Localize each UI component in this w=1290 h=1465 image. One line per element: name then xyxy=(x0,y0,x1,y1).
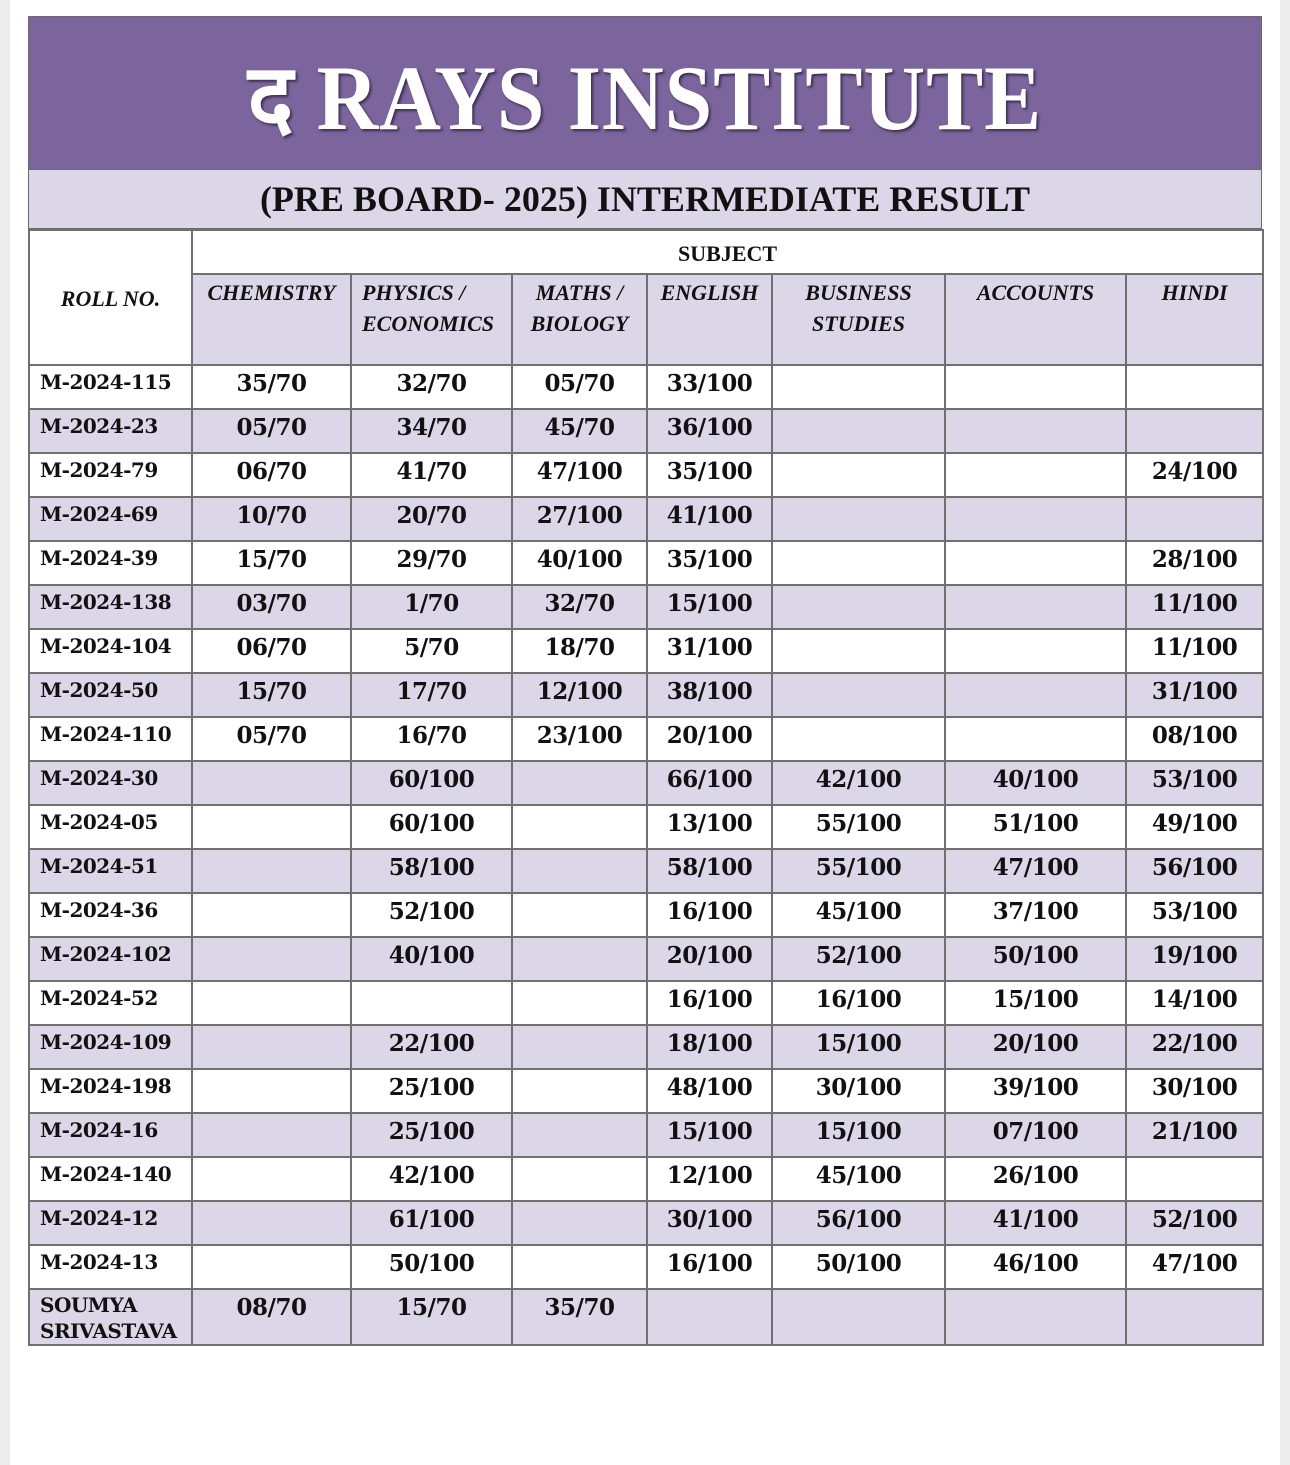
marks-cell xyxy=(192,893,351,937)
table-row xyxy=(29,365,1263,409)
column-header-chemistry: CHEMISTRY xyxy=(192,274,351,365)
marks-cell: 37/100 xyxy=(945,893,1126,937)
result-table xyxy=(28,229,1264,1346)
marks-cell: 32/70 xyxy=(512,585,647,629)
marks-cell: 45/70 xyxy=(512,409,647,453)
marks-cell xyxy=(512,1157,647,1201)
marks-cell: 27/100 xyxy=(512,497,647,541)
marks-cell: 22/100 xyxy=(1126,1025,1263,1069)
column-header-english: ENGLISH xyxy=(647,274,772,365)
marks-cell: 15/70 xyxy=(351,1289,512,1345)
marks-cell xyxy=(192,1113,351,1157)
marks-cell: 50/100 xyxy=(351,1245,512,1289)
marks-cell xyxy=(192,937,351,981)
marks-cell xyxy=(945,629,1126,673)
table-row xyxy=(29,497,1263,541)
table-row xyxy=(29,1157,1263,1201)
roll-number-cell: M-2024-69 xyxy=(29,497,192,541)
marks-cell xyxy=(192,981,351,1025)
marks-cell: 58/100 xyxy=(351,849,512,893)
table-row xyxy=(29,893,1263,937)
marks-cell: 66/100 xyxy=(647,761,772,805)
institute-title: द RAYS INSTITUTE xyxy=(247,46,1043,149)
marks-cell xyxy=(772,453,945,497)
marks-cell: 16/100 xyxy=(647,981,772,1025)
marks-cell: 19/100 xyxy=(1126,937,1263,981)
marks-cell: 52/100 xyxy=(351,893,512,937)
roll-number-cell: M-2024-79 xyxy=(29,453,192,497)
marks-cell: 05/70 xyxy=(192,717,351,761)
marks-cell: 15/70 xyxy=(192,541,351,585)
marks-cell: 50/100 xyxy=(945,937,1126,981)
marks-cell: 47/100 xyxy=(1126,1245,1263,1289)
roll-number-cell: M-2024-39 xyxy=(29,541,192,585)
marks-cell: 23/100 xyxy=(512,717,647,761)
marks-cell xyxy=(945,585,1126,629)
table-row xyxy=(29,585,1263,629)
marks-cell: 35/70 xyxy=(192,365,351,409)
marks-cell: 20/100 xyxy=(945,1025,1126,1069)
marks-cell: 05/70 xyxy=(512,365,647,409)
marks-cell xyxy=(1126,1157,1263,1201)
institute-banner xyxy=(28,16,1262,170)
table-row xyxy=(29,1113,1263,1157)
marks-cell: 18/100 xyxy=(647,1025,772,1069)
roll-number-cell: SOUMYA SRIVASTAVA xyxy=(29,1289,192,1345)
marks-cell: 11/100 xyxy=(1126,585,1263,629)
roll-number-cell: M-2024-51 xyxy=(29,849,192,893)
marks-cell: 41/70 xyxy=(351,453,512,497)
marks-cell: 35/100 xyxy=(647,453,772,497)
marks-cell xyxy=(945,1289,1126,1345)
marks-cell: 06/70 xyxy=(192,453,351,497)
roll-number-cell: M-2024-198 xyxy=(29,1069,192,1113)
result-subtitle-band xyxy=(28,170,1262,229)
marks-cell xyxy=(1126,497,1263,541)
roll-no-header: ROLL NO. xyxy=(29,230,192,365)
table-row xyxy=(29,717,1263,761)
column-header-maths-biology: MATHS / BIOLOGY xyxy=(512,274,647,365)
result-subtitle: (PRE BOARD- 2025) INTERMEDIATE RESULT xyxy=(259,179,1031,219)
marks-cell xyxy=(192,1025,351,1069)
marks-cell: 52/100 xyxy=(1126,1201,1263,1245)
marks-cell: 39/100 xyxy=(945,1069,1126,1113)
table-row xyxy=(29,629,1263,673)
marks-cell: 36/100 xyxy=(647,409,772,453)
marks-cell: 25/100 xyxy=(351,1069,512,1113)
marks-cell: 18/70 xyxy=(512,629,647,673)
marks-cell xyxy=(1126,409,1263,453)
marks-cell: 14/100 xyxy=(1126,981,1263,1025)
column-header-hindi: HINDI xyxy=(1126,274,1263,365)
marks-cell: 11/100 xyxy=(1126,629,1263,673)
marks-cell xyxy=(512,805,647,849)
marks-cell: 49/100 xyxy=(1126,805,1263,849)
marks-cell xyxy=(1126,365,1263,409)
marks-cell xyxy=(512,1025,647,1069)
table-row xyxy=(29,937,1263,981)
table-row xyxy=(29,541,1263,585)
marks-cell: 40/100 xyxy=(351,937,512,981)
marks-cell xyxy=(772,717,945,761)
table-row xyxy=(29,453,1263,497)
marks-cell: 15/100 xyxy=(647,1113,772,1157)
roll-number-cell: M-2024-115 xyxy=(29,365,192,409)
marks-cell xyxy=(945,497,1126,541)
marks-cell: 20/70 xyxy=(351,497,512,541)
marks-cell: 16/70 xyxy=(351,717,512,761)
marks-cell: 08/100 xyxy=(1126,717,1263,761)
roll-number-cell: M-2024-30 xyxy=(29,761,192,805)
marks-cell: 15/100 xyxy=(945,981,1126,1025)
marks-cell xyxy=(512,1113,647,1157)
marks-cell: 53/100 xyxy=(1126,893,1263,937)
marks-cell xyxy=(351,981,512,1025)
table-row xyxy=(29,981,1263,1025)
marks-cell: 40/100 xyxy=(945,761,1126,805)
marks-cell: 56/100 xyxy=(1126,849,1263,893)
marks-cell: 12/100 xyxy=(647,1157,772,1201)
marks-cell xyxy=(512,761,647,805)
marks-cell: 06/70 xyxy=(192,629,351,673)
marks-cell: 16/100 xyxy=(647,1245,772,1289)
marks-cell: 25/100 xyxy=(351,1113,512,1157)
marks-cell: 53/100 xyxy=(1126,761,1263,805)
marks-cell: 42/100 xyxy=(351,1157,512,1201)
table-row xyxy=(29,1069,1263,1113)
marks-cell: 24/100 xyxy=(1126,453,1263,497)
roll-number-cell: M-2024-110 xyxy=(29,717,192,761)
marks-cell: 03/70 xyxy=(192,585,351,629)
marks-cell: 34/70 xyxy=(351,409,512,453)
marks-cell: 5/70 xyxy=(351,629,512,673)
marks-cell: 55/100 xyxy=(772,805,945,849)
marks-cell: 13/100 xyxy=(647,805,772,849)
marks-cell xyxy=(512,1201,647,1245)
marks-cell: 41/100 xyxy=(647,497,772,541)
marks-cell: 15/70 xyxy=(192,673,351,717)
marks-cell xyxy=(192,1201,351,1245)
marks-cell xyxy=(772,1289,945,1345)
marks-cell: 48/100 xyxy=(647,1069,772,1113)
roll-number-cell: M-2024-102 xyxy=(29,937,192,981)
marks-cell: 28/100 xyxy=(1126,541,1263,585)
marks-cell: 61/100 xyxy=(351,1201,512,1245)
marks-cell: 46/100 xyxy=(945,1245,1126,1289)
marks-cell: 38/100 xyxy=(647,673,772,717)
marks-cell xyxy=(945,541,1126,585)
marks-cell: 35/70 xyxy=(512,1289,647,1345)
marks-cell: 16/100 xyxy=(772,981,945,1025)
roll-number-cell: M-2024-23 xyxy=(29,409,192,453)
roll-number-cell: M-2024-140 xyxy=(29,1157,192,1201)
marks-cell: 15/100 xyxy=(772,1025,945,1069)
roll-number-cell: M-2024-12 xyxy=(29,1201,192,1245)
marks-cell xyxy=(192,1157,351,1201)
marks-cell: 35/100 xyxy=(647,541,772,585)
marks-cell xyxy=(647,1289,772,1345)
marks-cell xyxy=(192,1069,351,1113)
roll-number-cell: M-2024-52 xyxy=(29,981,192,1025)
roll-number-cell: M-2024-50 xyxy=(29,673,192,717)
marks-cell xyxy=(772,497,945,541)
marks-cell: 56/100 xyxy=(772,1201,945,1245)
marks-cell xyxy=(945,453,1126,497)
table-row xyxy=(29,761,1263,805)
marks-cell xyxy=(772,541,945,585)
marks-cell xyxy=(192,1245,351,1289)
marks-cell: 05/70 xyxy=(192,409,351,453)
marks-cell: 26/100 xyxy=(945,1157,1126,1201)
marks-cell xyxy=(192,761,351,805)
roll-number-cell: M-2024-109 xyxy=(29,1025,192,1069)
marks-cell: 21/100 xyxy=(1126,1113,1263,1157)
marks-cell: 47/100 xyxy=(512,453,647,497)
marks-cell xyxy=(512,1245,647,1289)
marks-cell: 12/100 xyxy=(512,673,647,717)
table-row xyxy=(29,805,1263,849)
marks-cell xyxy=(772,673,945,717)
marks-cell: 51/100 xyxy=(945,805,1126,849)
marks-cell: 41/100 xyxy=(945,1201,1126,1245)
marks-cell: 31/100 xyxy=(1126,673,1263,717)
marks-cell xyxy=(192,849,351,893)
marks-cell xyxy=(512,981,647,1025)
column-header-business-studies: BUSINESS STUDIES xyxy=(772,274,945,365)
page-edge-right xyxy=(1280,0,1290,1465)
column-header-physics-economics: PHYSICS / ECONOMICS xyxy=(351,274,512,365)
column-header-accounts: ACCOUNTS xyxy=(945,274,1126,365)
table-row xyxy=(29,1025,1263,1069)
marks-cell: 45/100 xyxy=(772,1157,945,1201)
marks-cell: 33/100 xyxy=(647,365,772,409)
marks-cell: 17/70 xyxy=(351,673,512,717)
marks-cell: 20/100 xyxy=(647,717,772,761)
marks-cell: 07/100 xyxy=(945,1113,1126,1157)
marks-cell xyxy=(1126,1289,1263,1345)
marks-cell xyxy=(945,717,1126,761)
subject-header: SUBJECT xyxy=(192,230,1263,274)
marks-cell xyxy=(512,1069,647,1113)
roll-number-cell: M-2024-05 xyxy=(29,805,192,849)
page-edge-left xyxy=(0,0,10,1465)
roll-number-cell: M-2024-138 xyxy=(29,585,192,629)
marks-cell: 45/100 xyxy=(772,893,945,937)
marks-cell: 55/100 xyxy=(772,849,945,893)
marks-cell: 60/100 xyxy=(351,761,512,805)
marks-cell: 22/100 xyxy=(351,1025,512,1069)
marks-cell: 42/100 xyxy=(772,761,945,805)
marks-cell: 08/70 xyxy=(192,1289,351,1345)
table-row xyxy=(29,409,1263,453)
marks-cell: 10/70 xyxy=(192,497,351,541)
marks-cell: 31/100 xyxy=(647,629,772,673)
roll-number-cell: M-2024-104 xyxy=(29,629,192,673)
table-row xyxy=(29,1201,1263,1245)
table-row xyxy=(29,673,1263,717)
marks-cell xyxy=(945,409,1126,453)
marks-cell: 30/100 xyxy=(1126,1069,1263,1113)
marks-cell xyxy=(945,673,1126,717)
marks-cell: 32/70 xyxy=(351,365,512,409)
table-row xyxy=(29,1245,1263,1289)
result-sheet xyxy=(28,16,1262,1346)
marks-cell xyxy=(512,893,647,937)
marks-cell: 30/100 xyxy=(647,1201,772,1245)
marks-cell: 1/70 xyxy=(351,585,512,629)
marks-cell: 20/100 xyxy=(647,937,772,981)
marks-cell: 50/100 xyxy=(772,1245,945,1289)
table-row xyxy=(29,1289,1263,1345)
roll-number-cell: M-2024-16 xyxy=(29,1113,192,1157)
marks-cell: 15/100 xyxy=(772,1113,945,1157)
marks-cell xyxy=(772,409,945,453)
table-row xyxy=(29,849,1263,893)
marks-cell: 29/70 xyxy=(351,541,512,585)
marks-cell xyxy=(945,365,1126,409)
marks-cell: 15/100 xyxy=(647,585,772,629)
marks-cell xyxy=(772,629,945,673)
marks-cell: 40/100 xyxy=(512,541,647,585)
marks-cell xyxy=(512,849,647,893)
marks-cell: 16/100 xyxy=(647,893,772,937)
marks-cell xyxy=(192,805,351,849)
marks-cell: 30/100 xyxy=(772,1069,945,1113)
marks-cell: 60/100 xyxy=(351,805,512,849)
marks-cell: 52/100 xyxy=(772,937,945,981)
marks-cell xyxy=(772,585,945,629)
roll-number-cell: M-2024-13 xyxy=(29,1245,192,1289)
marks-cell xyxy=(772,365,945,409)
marks-cell xyxy=(512,937,647,981)
marks-cell: 47/100 xyxy=(945,849,1126,893)
marks-cell: 58/100 xyxy=(647,849,772,893)
roll-number-cell: M-2024-36 xyxy=(29,893,192,937)
